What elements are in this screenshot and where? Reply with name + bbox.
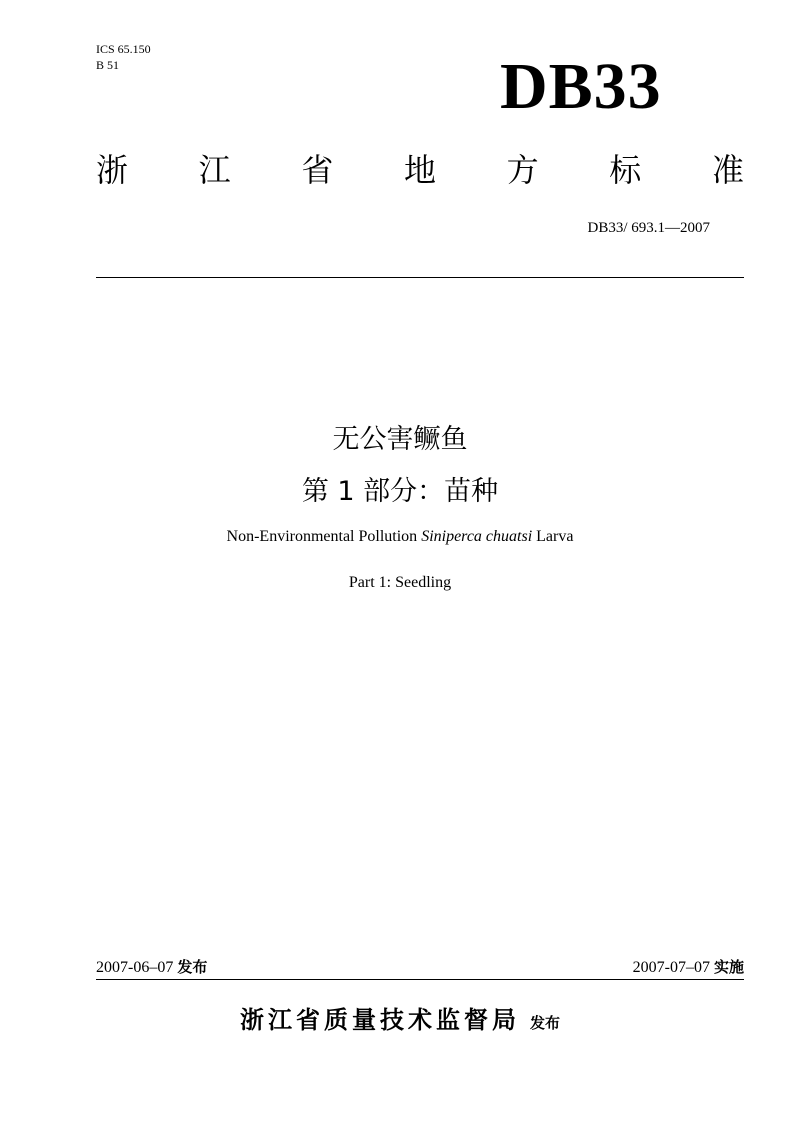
standard-number: DB33/ 693.1—2007 (587, 220, 710, 236)
footer-divider (96, 979, 744, 980)
release-label: 发布 (177, 958, 208, 976)
title-en-species: Siniperca chuatsi (421, 528, 533, 545)
issuer-suffix: 发布 (529, 1014, 560, 1032)
title-en-suffix: Larva (532, 528, 574, 545)
title-en (0, 526, 800, 548)
standard-type-char: 江 (198, 151, 231, 189)
effective-label: 实施 (713, 958, 744, 976)
standard-type-char: 方 (506, 151, 539, 189)
effective-date-line (633, 956, 744, 979)
release-date-line (96, 956, 207, 979)
title-en-prefix: Non-Environmental Pollution (226, 528, 422, 545)
title-en-part: Part 1: Seedling (348, 574, 452, 591)
standard-type-char: 浙 (96, 151, 129, 189)
title-cn-main: 无公害鳜鱼 (332, 424, 468, 455)
standard-type-char: 标 (609, 151, 642, 189)
header-divider (96, 277, 744, 278)
standard-type-heading (96, 148, 744, 192)
ccs-code: B 51 (96, 58, 120, 72)
issuer-org: 浙江省质量技术监督局 (239, 1006, 520, 1034)
release-date: 2007-06–07 (96, 959, 174, 976)
standard-type-char: 省 (301, 151, 334, 189)
issuer-line (0, 1002, 800, 1038)
ics-code: ICS 65.150 (96, 42, 151, 56)
standard-type-char: 准 (711, 151, 744, 189)
standard-type-char: 地 (403, 151, 436, 189)
effective-date: 2007-07–07 (632, 959, 710, 976)
standard-code-logo: DB33 (500, 50, 662, 123)
title-cn-part: 第 1 部分：苗种 (301, 476, 499, 507)
